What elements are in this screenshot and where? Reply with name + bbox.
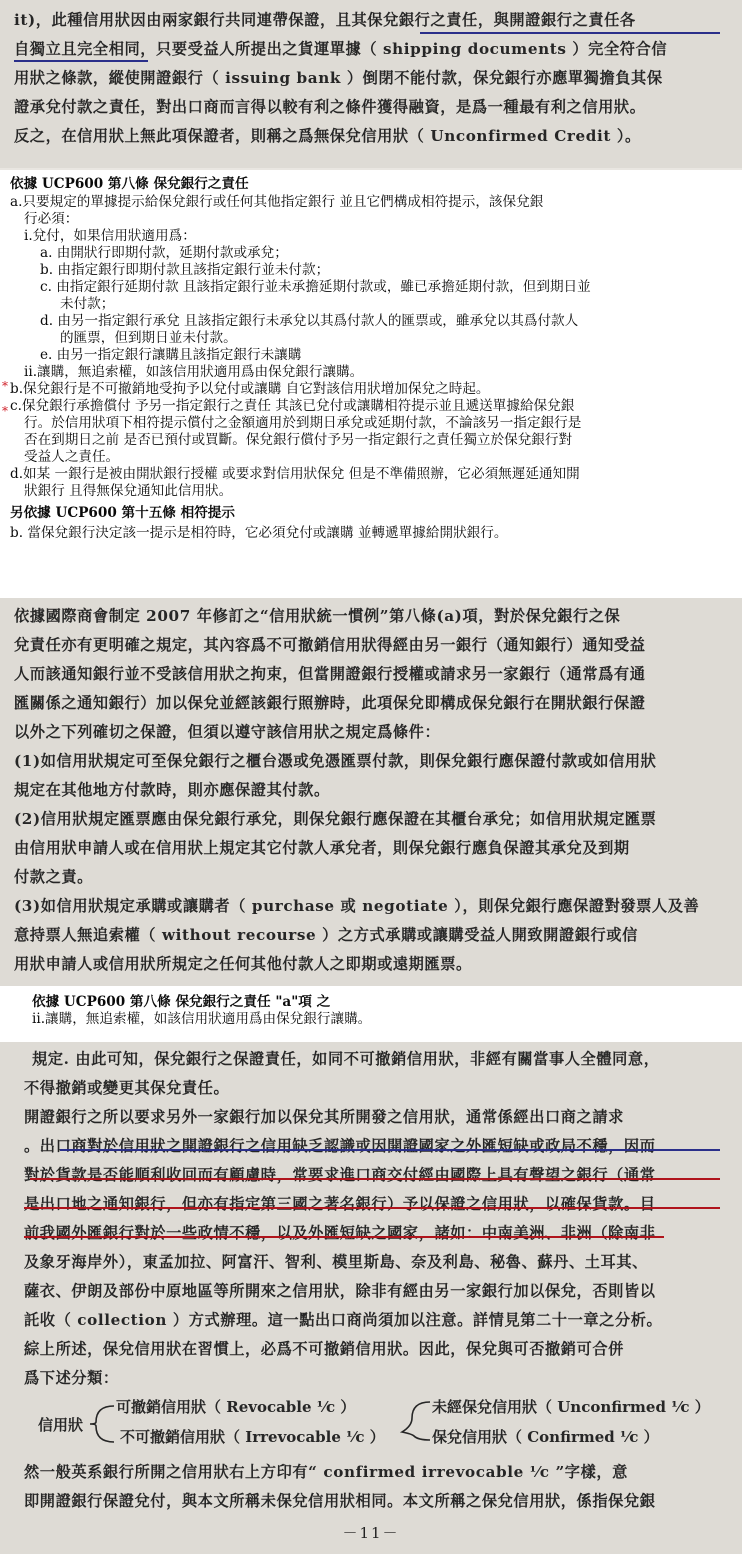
text-line: 即開證銀行保證兌付，與本文所稱未保兌信用狀相同。本文所稱之保兌信用狀，係指保兌銀 [24, 1492, 656, 1510]
scan-middle-block [0, 598, 742, 990]
text-line: 行必須： [24, 211, 79, 227]
tree-unconfirmed: 未經保兌信用狀（ Unconfirmed ⅟c ） [432, 1398, 710, 1416]
classification-tree [0, 1396, 742, 1456]
page-number: －11－ [342, 1524, 400, 1542]
tree-confirmed: 保兌信用狀（ Confirmed ⅟c ） [432, 1428, 659, 1446]
text-line: 自獨立且完全相同，只要受益人所提出之貨運單據（ shipping documents ）完全符合信 [14, 40, 668, 58]
text-line: 由信用狀申請人或在信用狀上規定其它付款人承兌者，則保兌銀行應負保證其承兌及到期 [14, 839, 630, 857]
ucp-article-8-block [0, 170, 742, 598]
text-line: (1)如信用狀規定可至保兌銀行之櫃台憑或免憑匯票付款，則保兌銀行應保證付款或如信用狀 [14, 752, 657, 770]
text-line: 行。於信用狀項下相符提示償付之金額適用於到期日承兌或延期付款，不論該另一指定銀行是 [24, 415, 582, 431]
underline [60, 1149, 720, 1151]
text-line: b. 當保兌銀行決定該一提示是相符時，它必須兌付或讓購 並轉遞單據給開狀銀行。 [10, 525, 508, 541]
text-line: 人而該通知銀行並不受該信用狀之拘束，但當開證銀行授權或請求另一家銀行（通常爲有通 [14, 665, 646, 683]
text-line: 以外之下列確切之保證，但須以遵守該信用狀之規定爲條件： [14, 723, 441, 741]
text-line: 爲下述分類： [24, 1369, 119, 1387]
text-line: a. 由開狀行即期付款，延期付款或承兌； [40, 245, 288, 261]
brace-icon [400, 1398, 434, 1442]
text-line: c.保兌銀行承擔償付 予另一指定銀行之責任 其該已兌付或讓購相符提示並且遞送單據給保兌銀 [10, 398, 575, 414]
text-line: 用狀之條款，縱使開證銀行（ issuing bank ）倒閉不能付款，保兌銀行亦應單獨擔負其保 [14, 69, 663, 87]
text-line: 反之，在信用狀上無此項保證者，則稱之爲無保兌信用狀（ Unconfirmed Credit ）。 [14, 127, 641, 145]
underline [24, 1236, 664, 1238]
text-line: ii.讓購，無追索權，如該信用狀適用爲由保兌銀行讓購。 [24, 364, 364, 380]
text-line: 未付款； [60, 296, 115, 312]
text-line: 規定在其他地方付款時，則亦應保證其付款。 [14, 781, 330, 799]
text-line: 是出口地之通知銀行，但亦有指定第三國之著名銀行）予以保證之信用狀，以確保貨款。目 [24, 1195, 656, 1213]
section-heading: 依據 UCP600 第八條 保兌銀行之責任 [10, 176, 249, 192]
text-line: 否在到期日之前 是否已預付或買斷。保兌銀行償付予另一指定銀行之責任獨立於保兌銀行對 [24, 432, 573, 448]
text-line: 證承兌付款之責任，對出口商而言得以較有利之條件獲得融資，是爲一種最有利之信用狀。 [14, 98, 646, 116]
text-line: 及象牙海岸外），東孟加拉、阿富汗、智利、模里斯島、奈及利島、秘魯、蘇丹、土耳其、 [24, 1253, 648, 1271]
text-line: d. 由另一指定銀行承兌 且該指定銀行未承兌以其爲付款人的匯票或，雖承兌以其爲付款人 [40, 313, 579, 329]
tree-root: 信用狀 [38, 1416, 84, 1434]
underline [420, 32, 720, 34]
text-line: 對於貨款是否能順利收回而有顧慮時，常要求進口商交付經由國際上具有聲望之銀行（通常 [24, 1166, 656, 1184]
section-heading: 另依據 UCP600 第十五條 相符提示 [10, 505, 235, 521]
text-line: 。出口商對於信用狀之開證銀行之信用缺乏認識或因開證國家之外匯短缺或政局不穩，因而 [24, 1137, 656, 1155]
tree-irrevocable: 不可撤銷信用狀（ Irrevocable ⅟c ） [120, 1428, 385, 1446]
text-line: 用狀申請人或信用狀所規定之任何其他付款人之即期或遠期匯票。 [14, 955, 472, 973]
text-line: c. 由指定銀行延期付款 且該指定銀行並未承擔延期付款或，雖已承擔延期付款，但到期日並 [40, 279, 591, 295]
text-line: b. 由指定銀行即期付款且該指定銀行並未付款； [40, 262, 330, 278]
underline [24, 1207, 720, 1209]
underline [14, 60, 148, 62]
text-line: 薩衣、伊朗及部份中原地區等所開來之信用狀，除非有經由另一家銀行加以保兌，否則皆以 [24, 1282, 656, 1300]
text-line: 兌責任亦有更明確之規定，其內容爲不可撤銷信用狀得經由另一銀行（通知銀行）通知受益 [14, 636, 646, 654]
ucp-article-8a-block [0, 986, 742, 1042]
asterisk-marker: * [2, 404, 8, 418]
scan-top-block [0, 0, 742, 168]
text-line: (2)信用狀規定匯票應由保兌銀行承兌，則保兌銀行應保證在其櫃台承兌；如信用狀規定匯票 [14, 810, 657, 828]
text-line: d.如某 一銀行是被由開狀銀行授權 或要求對信用狀保兌 但是不準備照辦，它必須無遲延通知開 [10, 466, 580, 482]
text-line: i.兌付，如果信用狀適用爲： [24, 228, 196, 244]
text-line: 前我國外匯銀行對於一些政情不穩，以及外匯短缺之國家，諸如：中南美洲、非洲（除南非 [24, 1224, 656, 1242]
text-line: 的匯票，但到期日並未付款。 [60, 330, 237, 346]
text-line: (3)如信用狀規定承購或讓購者（ purchase 或 negotiate ），則保兌銀行應保證對發票人及善 [14, 897, 700, 915]
section-heading: 依據 UCP600 第八條 保兌銀行之責任 "a"項 之 [32, 994, 331, 1010]
tree-revocable: 可撤銷信用狀（ Revocable ⅟c ） [116, 1398, 356, 1416]
text-line: 開證銀行之所以要求另外一家銀行加以保兌其所開發之信用狀，通常係經出口商之請求 [24, 1108, 624, 1126]
text-line: 付款之責。 [14, 868, 93, 886]
text-line: 意持票人無追索權（ without recourse ）之方式承購或讓購受益人開致開證銀行或信 [14, 926, 638, 944]
text-line: 規定. 由此可知，保兌銀行之保證責任，如同不可撤銷信用狀，非經有關當事人全體同意， [32, 1050, 660, 1068]
text-line: 綜上所述，保兌信用狀在習慣上，必爲不可撤銷信用狀。因此，保兌與可否撤銷可合併 [24, 1340, 624, 1358]
text-line: 狀銀行 且得無保兌通知此信用狀。 [24, 483, 233, 499]
text-line: e. 由另一指定銀行讓購且該指定銀行未讓購 [40, 347, 302, 363]
text-line: 然一般英系銀行所開之信用狀右上方印有“ confirmed irrevocable ⅟c ”字樣，意 [24, 1463, 628, 1481]
text-line: ii.讓購，無追索權，如該信用狀適用爲由保兌銀行讓購。 [32, 1011, 372, 1027]
text-line: it)，此種信用狀因由兩家銀行共同連帶保證，且其保兌銀行之責任，與開證銀行之責任各 [14, 11, 636, 29]
text-line: 受益人之責任。 [24, 449, 120, 465]
scan-end-block [0, 1458, 742, 1516]
text-line: 依據國際商會制定 2007 年修訂之“信用狀統一慣例”第八條(a)項，對於保兌銀行之保 [14, 607, 621, 625]
text-line: a.只要規定的單據提示給保兌銀行或任何其他指定銀行 並且它們構成相符提示，該保兌銀 [10, 194, 544, 210]
brace-icon [88, 1402, 118, 1446]
underline [30, 1178, 720, 1180]
text-line: 匯關係之通知銀行）加以保兌並經該銀行照辦時，此項保兌即構成保兌銀行在開狀銀行保證 [14, 694, 646, 712]
asterisk-marker: * [2, 379, 8, 393]
text-line: b.保兌銀行是不可撤銷地受拘予以兌付或讓購 自它對該信用狀增加保兌之時起。 [10, 381, 490, 397]
text-line: 託收（ collection ）方式辦理。這一點出口商尚須加以注意。詳情見第二十一章之分析。 [24, 1311, 663, 1329]
text-line: 不得撤銷或變更其保兌責任。 [24, 1079, 230, 1097]
